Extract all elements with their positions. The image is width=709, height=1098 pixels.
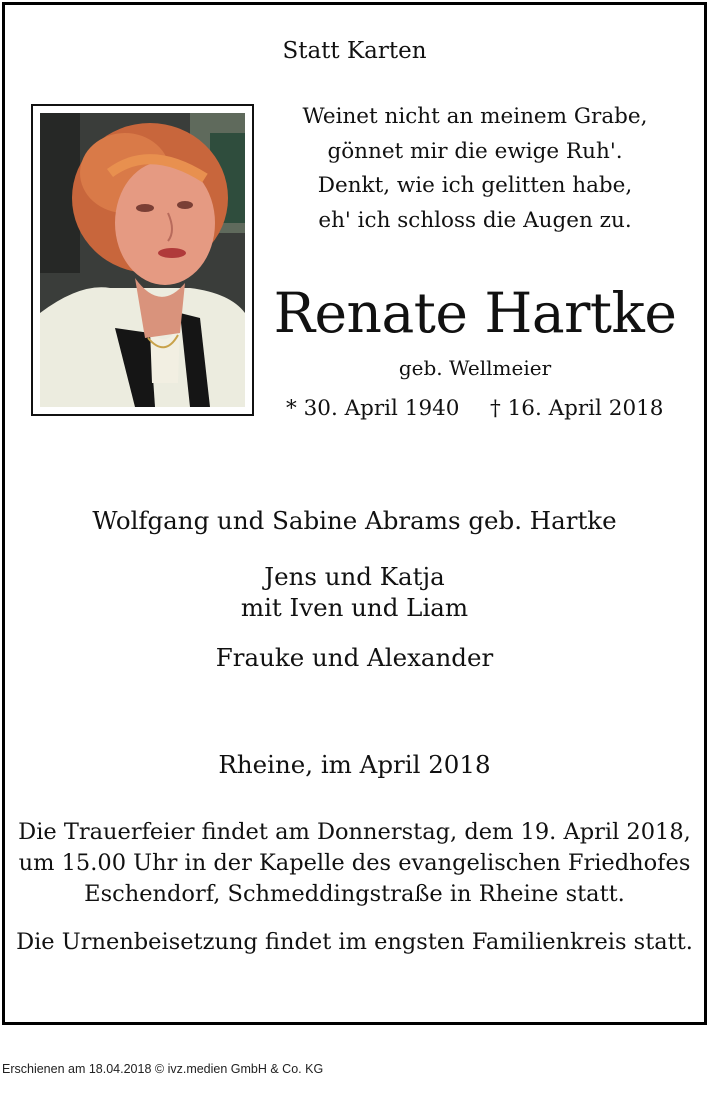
- notice-header: Statt Karten: [282, 38, 427, 64]
- mourner-group: [0, 561, 709, 623]
- mourner-line: mit Iven und Liam: [240, 593, 469, 622]
- ceremony-info: [0, 817, 709, 910]
- ceremony-line: Eschendorf, Schmeddingstraße in Rheine statt.: [84, 881, 625, 907]
- ceremony-line: Die Trauerfeier findet am Donnerstag, dem 19. April 2018,: [18, 819, 691, 845]
- birth-name: geb. Wellmeier: [398, 356, 552, 380]
- poem-line: gönnet mir die ewige Ruh'.: [327, 138, 623, 164]
- mourner-line: Jens und Katja: [264, 562, 445, 591]
- poem: [300, 100, 650, 238]
- mourner-line: Frauke und Alexander: [215, 643, 494, 672]
- portrait-photo: [31, 104, 254, 416]
- urn-info: Die Urnenbeisetzung findet im engsten Familienkreis statt.: [16, 929, 693, 955]
- deceased-name: Renate Hartke: [273, 281, 677, 345]
- poem-line: Denkt, wie ich gelitten habe,: [317, 173, 633, 198]
- place-date: Rheine, im April 2018: [218, 750, 491, 779]
- poem-line: eh' ich schloss die Augen zu.: [318, 207, 632, 233]
- publication-footer: Erschienen am 18.04.2018 © ivz.medien GmbH & Co. KG: [2, 1062, 324, 1076]
- death-date: † 16. April 2018: [490, 396, 664, 421]
- birth-date: * 30. April 1940: [286, 396, 460, 421]
- poem-line: Weinet nicht an meinem Grabe,: [302, 104, 648, 129]
- mourner-line: Wolfgang und Sabine Abrams geb. Hartke: [92, 506, 617, 535]
- ceremony-line: um 15.00 Uhr in der Kapelle des evangelischen Friedhofes: [18, 850, 691, 876]
- portrait-image: [40, 113, 245, 407]
